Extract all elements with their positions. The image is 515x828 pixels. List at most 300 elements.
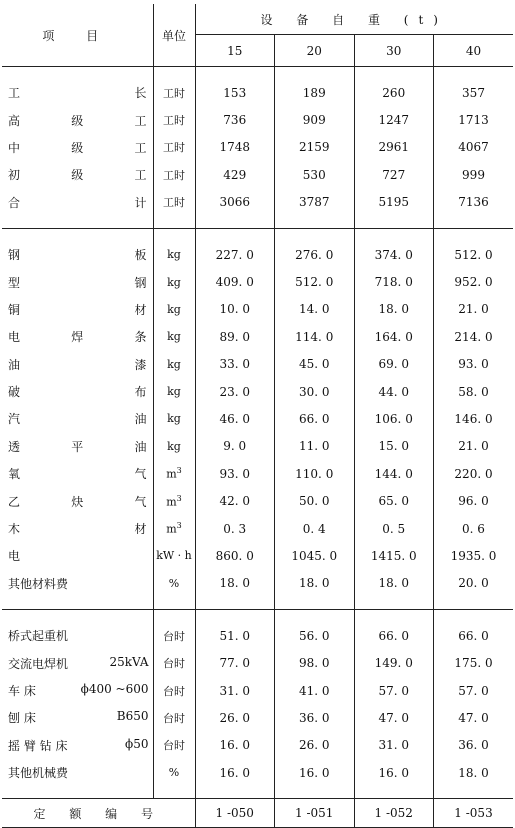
material-value: 45. 0: [275, 351, 355, 378]
material-value: 144. 0: [354, 460, 434, 487]
machine-name-wrap: [8, 737, 153, 754]
material-value: 0. 3: [195, 515, 275, 542]
machine-spec: B650: [116, 709, 149, 724]
spacer-cell: [434, 786, 514, 798]
material-value: 106. 0: [354, 405, 434, 432]
material-value: 93. 0: [195, 460, 275, 487]
labor-name: [2, 106, 153, 133]
material-name: [2, 405, 153, 432]
machinery-value: 175. 0: [454, 656, 493, 671]
spacer-cell: [195, 786, 275, 798]
machinery-name: [2, 704, 153, 731]
material-value: 276. 0: [275, 241, 355, 268]
material-value: 227. 0: [195, 241, 275, 268]
spacer-cell: [153, 216, 195, 228]
section-spacer: [2, 67, 513, 80]
labor-row: [2, 106, 513, 133]
unit-text: kg: [167, 439, 181, 453]
machinery-value: 36. 0: [458, 738, 489, 753]
machinery-value: 66. 0: [458, 628, 489, 643]
machinery-row: [2, 677, 513, 704]
machinery-row: [2, 732, 513, 759]
machinery-value: 47. 0: [458, 710, 489, 725]
spacer-cell: [2, 228, 153, 241]
item-name-wrap: [8, 465, 153, 482]
quota-code: 1 -053: [434, 799, 514, 828]
item-name-wrap: [8, 194, 153, 211]
labor-value: 1247: [354, 106, 434, 133]
spacer-cell: [354, 216, 434, 228]
material-unit: [153, 405, 195, 432]
material-unit: [153, 570, 195, 597]
item-name-char: 炔: [71, 494, 84, 509]
labor-unit: [153, 79, 195, 106]
labor-value: 530: [275, 161, 355, 188]
machinery-row: [2, 759, 513, 786]
unit-superscript: 3: [176, 493, 182, 503]
labor-value: 909: [275, 106, 355, 133]
header-col-30: 30: [354, 35, 434, 67]
machinery-value: 98. 0: [275, 649, 355, 676]
material-unit: [153, 351, 195, 378]
unit-text: 台时: [163, 629, 185, 643]
header-col-40: 40: [434, 35, 514, 67]
item-name-char: 木: [8, 522, 21, 537]
material-row: [2, 241, 513, 268]
material-name: [2, 433, 153, 460]
material-row: [2, 378, 513, 405]
material-value: 374. 0: [354, 241, 434, 268]
section-spacer: [2, 786, 513, 798]
spacer-cell: [275, 67, 355, 80]
item-name-char: 材: [134, 522, 147, 537]
material-value: 512. 0: [454, 247, 493, 262]
labor-name: [2, 189, 153, 216]
material-value: 21. 0: [458, 439, 489, 454]
spacer-cell: [153, 67, 195, 80]
material-row: [2, 351, 513, 378]
item-name-char: 气: [134, 494, 147, 509]
material-value: 14. 0: [275, 296, 355, 323]
labor-value: 727: [354, 161, 434, 188]
spacer-cell: [153, 610, 195, 623]
item-name-char: 中: [8, 140, 21, 155]
spacer-cell: [275, 786, 355, 798]
machinery-unit: [153, 622, 195, 649]
material-value: 718. 0: [354, 268, 434, 295]
machinery-value: 47. 0: [354, 704, 434, 731]
spacer-cell: [434, 610, 514, 623]
labor-name: [2, 134, 153, 161]
item-name-char: 材: [134, 302, 147, 317]
labor-value: 2961: [354, 134, 434, 161]
unit-text: 台时: [163, 711, 185, 725]
header-col-20: 20: [275, 35, 355, 67]
machinery-value: 16. 0: [195, 759, 275, 786]
spacer-cell: [275, 228, 355, 241]
material-row: [2, 487, 513, 514]
material-row: [2, 515, 513, 542]
material-unit: [153, 268, 195, 295]
material-unit: [153, 378, 195, 405]
item-name-wrap: [8, 274, 153, 291]
machine-name-wrap: [8, 655, 153, 672]
machinery-value: 57. 0: [458, 683, 489, 698]
machinery-unit: [153, 704, 195, 731]
unit-text: 台时: [163, 739, 185, 753]
material-value: 110. 0: [275, 460, 355, 487]
unit-text: kg: [167, 357, 181, 371]
labor-value: 260: [354, 79, 434, 106]
item-name-wrap: [8, 84, 153, 101]
labor-row: [2, 79, 513, 106]
unit-text: m: [166, 468, 177, 482]
material-name: [2, 241, 153, 268]
item-name-wrap: [8, 383, 153, 400]
item-name-char: 高: [8, 113, 21, 128]
material-value: 860. 0: [195, 542, 275, 569]
labor-unit: [153, 161, 195, 188]
machinery-row: [2, 704, 513, 731]
item-name-wrap: [8, 112, 153, 129]
labor-value: 1748: [195, 134, 275, 161]
item-name-char: 汽: [8, 412, 21, 427]
item-name-char: 电: [8, 330, 21, 345]
material-value: 114. 0: [275, 323, 355, 350]
item-name-wrap: [8, 301, 153, 318]
machine-name: 桥式起重机: [8, 629, 69, 644]
material-name: [2, 487, 153, 514]
header-unit: 单位: [153, 4, 195, 67]
spacer-cell: [195, 228, 275, 241]
material-row: [2, 296, 513, 323]
labor-value: 189: [275, 79, 355, 106]
unit-text: kg: [167, 412, 181, 426]
spacer-cell: [434, 597, 514, 609]
item-name-char: 气: [134, 467, 147, 482]
spacer-cell: [275, 610, 355, 623]
item-name-char: 布: [134, 385, 147, 400]
item-name-wrap: [8, 410, 153, 427]
machinery-section: [2, 610, 513, 799]
machinery-name: [2, 677, 153, 704]
item-name-char: 工: [134, 113, 147, 128]
material-value: 0. 4: [275, 515, 355, 542]
machinery-value: 66. 0: [354, 622, 434, 649]
machinery-unit: [153, 759, 195, 786]
labor-name: [2, 161, 153, 188]
item-name-wrap: [8, 328, 153, 345]
material-value: 18. 0: [354, 296, 434, 323]
item-name-wrap: [8, 166, 153, 183]
material-value: 214. 0: [454, 329, 493, 344]
unit-text: 台时: [163, 657, 185, 671]
machinery-value: 41. 0: [275, 677, 355, 704]
labor-value: 7136: [458, 195, 489, 210]
labor-value: 429: [195, 161, 275, 188]
spacer-cell: [434, 228, 514, 241]
material-value: 44. 0: [354, 378, 434, 405]
machinery-value: 51. 0: [195, 622, 275, 649]
material-value: 952. 0: [454, 275, 493, 290]
unit-text: %: [168, 576, 180, 590]
spacer-cell: [195, 597, 275, 609]
machine-name: 交流电焊机: [8, 656, 69, 671]
item-name-char: 工: [134, 140, 147, 155]
unit-text: kW · h: [156, 549, 192, 563]
machine-spec: 25kVA: [109, 654, 149, 669]
labor-value: 3787: [275, 189, 355, 216]
footer-section: [2, 799, 513, 828]
item-name-char: 破: [8, 385, 21, 400]
item-name-wrap: [8, 139, 153, 156]
item-name: 电: [8, 549, 21, 564]
section-spacer: [2, 216, 513, 228]
machinery-value: 31. 0: [195, 677, 275, 704]
labor-value: 736: [195, 106, 275, 133]
machinery-name: [2, 622, 153, 649]
machinery-value: 77. 0: [195, 649, 275, 676]
item-name-wrap: [8, 493, 153, 510]
item-name-char: 平: [71, 439, 84, 454]
unit-text: kg: [167, 330, 181, 344]
machine-name: 其他机械费: [8, 766, 69, 781]
material-value: 46. 0: [195, 405, 275, 432]
material-row: [2, 323, 513, 350]
machinery-unit: [153, 649, 195, 676]
section-spacer: [2, 597, 513, 609]
item-name: 其他材料费: [8, 576, 69, 591]
section-spacer: [2, 228, 513, 241]
material-value: 1935. 0: [450, 548, 497, 563]
material-name: [2, 268, 153, 295]
item-name-char: 型: [8, 275, 21, 290]
item-name-char: 油: [134, 439, 147, 454]
material-value: 1045. 0: [275, 542, 355, 569]
unit-text: 工时: [163, 86, 185, 100]
labor-value: 3066: [195, 189, 275, 216]
item-name-char: 初: [8, 168, 21, 183]
labor-unit: [153, 189, 195, 216]
spacer-cell: [153, 597, 195, 609]
machine-spec: ϕ50: [125, 736, 149, 751]
labor-value: 153: [195, 79, 275, 106]
spacer-cell: [275, 216, 355, 228]
material-unit: [153, 515, 195, 542]
material-row: [2, 405, 513, 432]
labor-value: 5195: [354, 189, 434, 216]
machinery-value: 16. 0: [275, 759, 355, 786]
machinery-value: 31. 0: [354, 732, 434, 759]
quota-code: 1 -050: [195, 799, 275, 828]
machine-name: 车 床: [8, 684, 36, 698]
material-unit: [153, 542, 195, 569]
item-name-char: 工: [8, 86, 21, 101]
spacer-cell: [153, 786, 195, 798]
material-name: [2, 542, 153, 569]
spacer-cell: [434, 67, 514, 80]
material-value: 33. 0: [195, 351, 275, 378]
material-unit: [153, 296, 195, 323]
unit-text: kg: [167, 302, 181, 316]
labor-unit: [153, 106, 195, 133]
material-value: 164. 0: [354, 323, 434, 350]
material-row: [2, 433, 513, 460]
material-name: [2, 460, 153, 487]
machine-name: 摇 臂 钻 床: [8, 738, 68, 753]
machine-spec: ϕ400 ~600: [80, 682, 149, 696]
material-value: 15. 0: [354, 433, 434, 460]
quota-code: 1 -052: [354, 799, 434, 828]
item-name-char: 工: [134, 168, 147, 183]
material-value: 220. 0: [454, 466, 493, 481]
spacer-cell: [2, 597, 153, 609]
item-name-char: 长: [134, 86, 147, 101]
spacer-cell: [434, 216, 514, 228]
header-equipment-weight: 设 备 自 重 (t): [195, 4, 513, 35]
header-col-15: 15: [195, 35, 275, 67]
material-value: 89. 0: [195, 323, 275, 350]
material-row: [2, 542, 513, 569]
material-value: 10. 0: [195, 296, 275, 323]
quota-code-label: 定 额 编 号: [2, 799, 195, 828]
unit-text: kg: [167, 248, 181, 262]
unit-superscript: 3: [176, 466, 182, 476]
labor-name: [2, 79, 153, 106]
material-value: 512. 0: [275, 268, 355, 295]
spacer-cell: [195, 67, 275, 80]
material-name: [2, 515, 153, 542]
machinery-row: [2, 649, 513, 676]
item-name-char: 钢: [134, 275, 147, 290]
spacer-cell: [354, 67, 434, 80]
material-value: 50. 0: [275, 487, 355, 514]
material-value: 18. 0: [275, 570, 355, 597]
material-name: [2, 351, 153, 378]
unit-text: kg: [167, 275, 181, 289]
material-value: 18. 0: [354, 570, 434, 597]
material-value: 65. 0: [354, 487, 434, 514]
material-row: [2, 570, 513, 597]
item-name-char: 油: [8, 357, 21, 372]
quota-code: 1 -051: [275, 799, 355, 828]
item-name-wrap: [8, 520, 153, 537]
spacer-cell: [195, 216, 275, 228]
machinery-value: 56. 0: [275, 622, 355, 649]
spacer-cell: [2, 786, 153, 798]
material-unit: [153, 487, 195, 514]
item-name-wrap: [8, 356, 153, 373]
item-name-char: 板: [134, 248, 147, 263]
material-value: 1415. 0: [354, 542, 434, 569]
material-name: [2, 378, 153, 405]
item-name-char: 计: [134, 195, 147, 210]
machinery-name: [2, 649, 153, 676]
unit-text: kg: [167, 385, 181, 399]
item-name-char: 氧: [8, 467, 21, 482]
material-value: 21. 0: [458, 302, 489, 317]
machinery-value: 26. 0: [275, 732, 355, 759]
unit-text: 工时: [163, 168, 185, 182]
machine-name-wrap: [8, 764, 153, 781]
material-value: 69. 0: [354, 351, 434, 378]
unit-text: 工时: [163, 196, 185, 210]
machinery-unit: [153, 732, 195, 759]
machine-name-wrap: [8, 627, 153, 644]
machinery-name: [2, 759, 153, 786]
material-unit: [153, 460, 195, 487]
unit-text: %: [168, 766, 180, 780]
labor-value: 357: [462, 85, 485, 100]
labor-value: 4067: [458, 140, 489, 155]
material-name: [2, 296, 153, 323]
machine-name-wrap: [8, 682, 153, 699]
item-name-char: 级: [71, 113, 84, 128]
material-value: 146. 0: [454, 411, 493, 426]
spacer-cell: [354, 597, 434, 609]
material-unit: [153, 433, 195, 460]
spacer-cell: [354, 228, 434, 241]
spacer-cell: [195, 610, 275, 623]
material-value: 30. 0: [275, 378, 355, 405]
material-value: 9. 0: [195, 433, 275, 460]
material-row: [2, 460, 513, 487]
spacer-cell: [2, 216, 153, 228]
machinery-value: 18. 0: [458, 765, 489, 780]
spacer-cell: [2, 67, 153, 80]
material-value: 0. 5: [354, 515, 434, 542]
machinery-value: 16. 0: [354, 759, 434, 786]
labor-row: [2, 161, 513, 188]
labor-value: 999: [462, 167, 485, 182]
item-name-wrap: [8, 438, 153, 455]
material-row: [2, 268, 513, 295]
header-item: 项 目: [2, 4, 153, 67]
labor-unit: [153, 134, 195, 161]
material-value: 0. 6: [462, 521, 485, 536]
labor-section: [2, 67, 513, 229]
material-value: 66. 0: [275, 405, 355, 432]
material-name: [2, 570, 153, 597]
item-name-char: 油: [134, 412, 147, 427]
material-value: 42. 0: [195, 487, 275, 514]
item-name-char: 漆: [134, 357, 147, 372]
labor-value: 2159: [275, 134, 355, 161]
material-value: 18. 0: [195, 570, 275, 597]
machinery-value: 26. 0: [195, 704, 275, 731]
item-name-char: 透: [8, 439, 21, 454]
item-name-wrap: [8, 246, 153, 263]
material-value: 93. 0: [458, 357, 489, 372]
labor-value: 1713: [458, 113, 489, 128]
machinery-name: [2, 732, 153, 759]
item-name-char: 乙: [8, 494, 21, 509]
material-unit: [153, 323, 195, 350]
section-spacer: [2, 610, 513, 623]
item-name-char: 钢: [8, 248, 21, 263]
spacer-cell: [2, 610, 153, 623]
quota-table: [2, 4, 513, 828]
unit-text: m: [166, 522, 177, 536]
material-value: 409. 0: [195, 268, 275, 295]
material-value: 11. 0: [275, 433, 355, 460]
material-unit: [153, 241, 195, 268]
unit-text: 工时: [163, 114, 185, 128]
item-name-char: 焊: [71, 330, 84, 345]
material-value: 23. 0: [195, 378, 275, 405]
materials-section: [2, 228, 513, 609]
unit-text: 工时: [163, 141, 185, 155]
